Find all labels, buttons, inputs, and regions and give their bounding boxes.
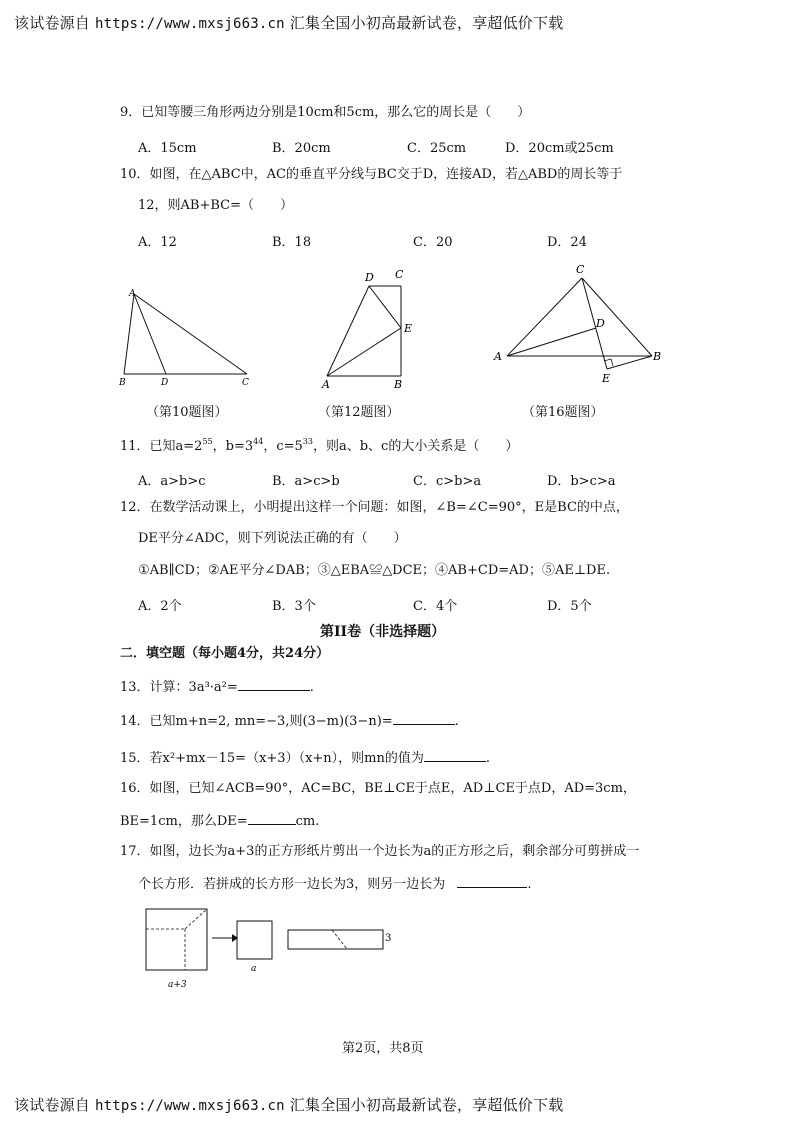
fig12-label-b: B [394,378,403,390]
question-10-line2: 12，则AB+BC=（ ） [138,198,294,213]
question-12-line1: 12．在数学活动课上，小明提出这样一个问题：如图，∠B=∠C=90°，E是BC的中点， [120,500,629,515]
q12-option-a: A．2个 [138,599,182,614]
fig16-label-e: E [602,372,611,385]
q11-option-a: A．a>b>c [138,474,206,489]
question-16-line1: 16．如图，已知∠ACB=90°，AC=BC，BE⊥CE于点E，AD⊥CE于点D，AD=3cm， [120,781,636,796]
page-footer [14,1094,563,1115]
q9-option-d: D．20cm或25cm [505,141,614,156]
question-15: 15．若x²+mx－15=（x+3）（x+n），则mn的值为 . [120,751,491,766]
question-17-line2: 个长方形．若拼成的长方形一边长为3，则另一边长为 . [138,877,532,892]
q13-answer-blank[interactable] [238,679,310,691]
fig10-label-c: C [242,378,249,388]
q10-option-d: D．24 [547,235,587,250]
figure-16 [490,260,670,386]
fig10-label-a: A [129,289,136,299]
q14-answer-blank[interactable] [393,713,455,725]
q10-option-c: C．20 [413,235,453,250]
page-header [14,12,563,33]
figure-12 [315,264,425,390]
q16-answer-blank[interactable] [248,813,296,825]
footer-suffix: 汇集全国小初高最新试卷，享超低价下载 [289,1096,564,1114]
caption-fig10: （第10题图） [146,405,228,420]
fig16-label-c: C [576,263,585,276]
q9-option-b: B．20cm [272,141,331,156]
fig12-label-e: E [404,322,413,335]
q11-option-b: B．a>c>b [272,474,340,489]
fig17-label-small: a [251,964,257,974]
footer-prefix: 该试卷源自 [14,1096,91,1114]
q9-option-c: C．25cm [407,141,467,156]
section-2-heading: 二．填空题（每小题4分，共24分） [120,646,330,661]
q15-answer-blank[interactable] [424,750,486,762]
fig17-label-rect: 3 [385,933,392,944]
figure-17 [140,905,400,991]
fig12-label-d: D [365,271,374,284]
fig16-label-a: A [494,350,502,363]
question-13: 13．计算：3a³·a²= . [120,680,314,695]
header-prefix: 该试卷源自 [14,14,91,32]
fig16-label-d: D [596,317,605,330]
q10-option-b: B．18 [272,235,312,250]
fig10-label-d: D [161,378,169,388]
q9-option-a: A．15cm [138,141,197,156]
header-url[interactable]: https://www.mxsj663.cn [94,16,285,32]
fig12-label-a: A [322,378,330,390]
question-12-statements: ①AB∥CD；②AE平分∠DAB；③△EBA≌△DCE；④AB+CD=AD；⑤AE⊥DE. [138,563,611,578]
fig16-label-b: B [653,350,662,363]
caption-fig12: （第12题图） [318,405,400,420]
question-17-line1: 17．如图，边长为a+3的正方形纸片剪出一个边长为a的正方形之后，剩余部分可剪拼成一 [120,844,640,859]
page-number: 第2页，共8页 [342,1041,424,1056]
fig10-label-b: B [119,378,126,388]
question-11-stem: 11．已知$a=2^{55}$，$b=3^{44}$，$c=5^{33}$，则a、b、c的大小关系是（ ） [120,437,519,454]
question-10-line1: 10．如图，在△ABC中，AC的垂直平分线与BC交于D，连接AD，若△ABD的周长等于 [120,167,623,182]
header-suffix: 汇集全国小初高最新试卷，享超低价下载 [289,14,564,32]
q17-answer-blank[interactable] [457,876,527,888]
question-16-line2: BE=1cm，那么DE= cm. [120,814,320,829]
footer-url[interactable]: https://www.mxsj663.cn [94,1098,285,1114]
question-14: 14．已知m+n=2, mn=−3,则(3−m)(3−n)= . [120,714,459,729]
fig12-label-c: C [395,268,404,281]
question-9-stem: 9．已知等腰三角形两边分别是10cm和5cm，那么它的周长是（ ） [120,105,531,120]
q12-option-c: C．4个 [413,599,458,614]
q11-option-c: C．c>b>a [413,474,482,489]
q10-option-a: A．12 [138,235,177,250]
figure-10 [110,284,270,394]
question-12-line2: DE平分∠ADC，则下列说法正确的有（ ） [138,531,407,546]
section-2-title: 第II卷（非选择题） [320,624,446,640]
q11-option-d: D．b>c>a [547,474,616,489]
q12-option-d: D．5个 [547,599,592,614]
fig17-label-big: a+3 [168,980,187,990]
q12-option-b: B．3个 [272,599,316,614]
caption-fig16: （第16题图） [522,405,604,420]
